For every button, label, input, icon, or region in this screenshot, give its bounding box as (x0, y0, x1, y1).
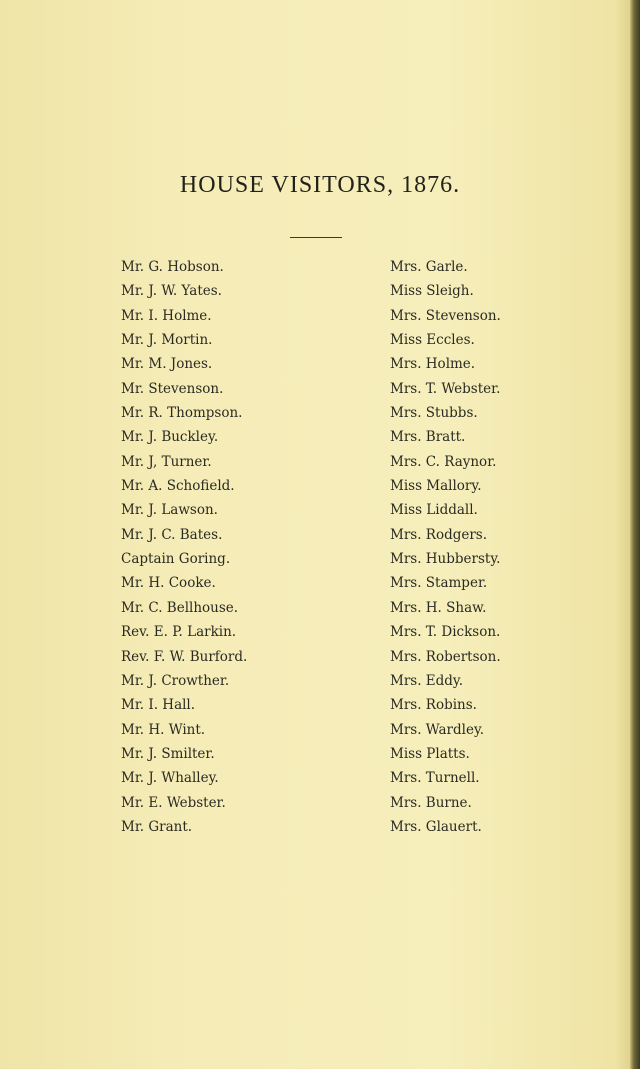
visitor-name: Mrs. Stamper. (390, 575, 488, 592)
visitor-name: Mrs. Glauert. (390, 818, 482, 835)
left-column (121, 255, 247, 839)
visitor-name: Mrs. Robins. (390, 697, 477, 714)
visitor-name: Mr. Stevenson. (121, 380, 224, 397)
visitor-name: Miss Eccles. (390, 332, 475, 349)
visitor-name: Mr. J. C. Bates. (121, 526, 223, 543)
visitor-name: Captain Goring. (121, 551, 231, 568)
visitor-name: Miss Platts. (390, 745, 470, 762)
visitor-name: Mrs. Wardley. (390, 721, 485, 738)
visitor-name: Mrs. Bratt. (390, 429, 466, 446)
visitor-name: Miss Liddall. (390, 502, 478, 519)
visitor-name: Mrs. Rodgers. (390, 526, 488, 543)
visitor-name: Mr. A. Schofield. (121, 478, 235, 495)
right-column (390, 255, 501, 839)
visitor-name: Mrs. T. Dickson. (390, 624, 501, 641)
visitor-name: Mr. J. W. Yates. (121, 283, 222, 300)
visitor-name: Mrs. Hubbersty. (390, 551, 501, 568)
visitor-name: Mr. J. Crowther. (121, 672, 230, 689)
visitor-name: Mr. I. Hall. (121, 697, 196, 714)
visitor-name: Mrs. Garle. (390, 259, 468, 275)
visitor-name: Mr. R. Thompson. (121, 405, 243, 422)
visitor-name: Mrs. Eddy. (390, 672, 464, 689)
visitor-name: Rev. F. W. Burford. (121, 648, 248, 665)
visitor-name: Mrs. Stubbs. (390, 405, 478, 422)
visitor-name: Mr. E. Webster. (121, 794, 226, 811)
visitor-name: Mr. J. Whalley. (121, 770, 219, 787)
visitor-name: Rev. E. P. Larkin. (121, 624, 237, 641)
visitor-name: Mrs. Robertson. (390, 648, 501, 665)
visitor-name: Mrs. Stevenson. (390, 307, 501, 324)
visitor-name: Mrs. Turnell. (390, 770, 480, 787)
visitor-name: Mr. M. Jones. (121, 356, 213, 373)
visitor-name: Miss Mallory. (390, 478, 482, 495)
visitor-name: Mr. Grant. (121, 818, 193, 835)
visitor-name: Mr. H. Cooke. (121, 575, 216, 592)
visitor-name: Mrs. H. Shaw. (390, 599, 487, 616)
visitor-name: Mrs. C. Raynor. (390, 453, 497, 470)
visitor-name: Miss Sleigh. (390, 283, 474, 300)
visitor-name: Mrs. Burne. (390, 794, 472, 811)
page-edge (630, 0, 640, 1069)
visitor-name: Mr. J. Buckley. (121, 429, 219, 446)
visitor-name: Mrs. Holme. (390, 356, 476, 373)
visitor-name: Mr. I. Holme. (121, 307, 212, 324)
visitor-name: Mr. G. Hobson. (121, 259, 224, 275)
visitor-name: Mr. J. Lawson. (121, 502, 218, 519)
title-rule (290, 237, 342, 238)
visitor-name: Mrs. T. Webster. (390, 380, 501, 397)
visitor-name: Mr. H. Wint. (121, 721, 206, 738)
visitor-name: Mr. J. Smilter. (121, 745, 215, 762)
visitor-name: Mr. J. Mortin. (121, 332, 213, 349)
visitor-name: Mr. C. Bellhouse. (121, 599, 239, 616)
visitor-name: Mr. J, Turner. (121, 453, 212, 470)
page-title: HOUSE VISITORS, 1876. (179, 172, 461, 198)
